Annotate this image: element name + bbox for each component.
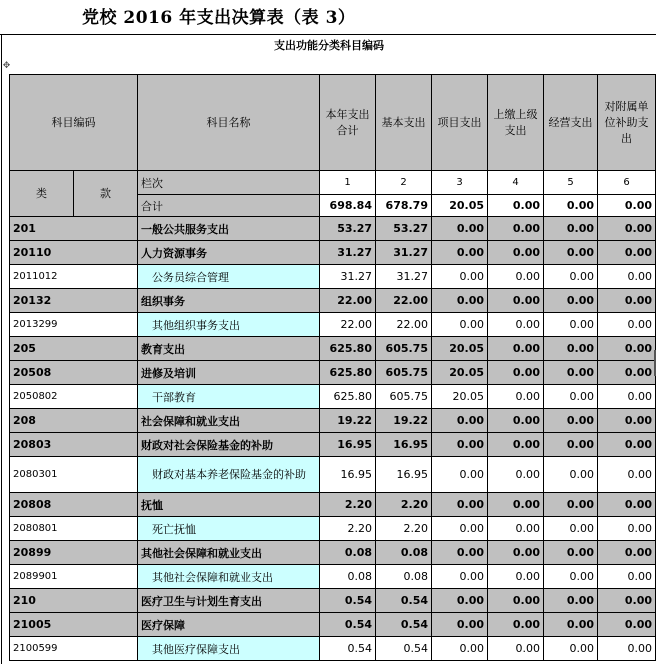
total-value: 678.79: [376, 195, 432, 217]
row-name: 一般公共服务支出: [138, 217, 320, 241]
row-name: 人力资源事务: [138, 241, 320, 265]
row-value: 16.95: [376, 457, 432, 493]
lei-header: 类: [10, 171, 74, 217]
row-value: 0.00: [598, 385, 656, 409]
kuan-header: 款: [74, 171, 138, 217]
lanci-label: 栏次: [138, 171, 320, 195]
row-value: 0.00: [598, 613, 656, 637]
table-row-category: [10, 589, 656, 613]
row-value: 0.00: [598, 409, 656, 433]
row-value: 0.54: [320, 637, 376, 661]
row-name: 干部教育: [138, 385, 320, 409]
row-value: 0.00: [544, 265, 598, 289]
row-name: 组织事务: [138, 289, 320, 313]
row-value: 0.00: [598, 493, 656, 517]
row-value: 0.00: [544, 517, 598, 541]
row-value: 53.27: [376, 217, 432, 241]
row-value: 16.95: [320, 457, 376, 493]
row-value: 0.00: [432, 409, 488, 433]
row-code: 20899: [10, 541, 138, 565]
total-value: 698.84: [320, 195, 376, 217]
row-code: 20132: [10, 289, 138, 313]
row-code: 201: [10, 217, 138, 241]
row-name: 医疗保障: [138, 613, 320, 637]
row-name: 抚恤: [138, 493, 320, 517]
row-name: 死亡抚恤: [138, 517, 320, 541]
row-name: 其他社会保障和就业支出: [138, 541, 320, 565]
row-value: 0.00: [432, 565, 488, 589]
row-value: 16.95: [320, 433, 376, 457]
row-name: 公务员综合管理: [138, 265, 320, 289]
row-value: 0.00: [544, 361, 598, 385]
row-value: 0.00: [488, 265, 544, 289]
row-code: 2089901: [10, 565, 138, 589]
row-value: 0.54: [376, 613, 432, 637]
row-value: 0.00: [598, 265, 656, 289]
row-code: 205: [10, 337, 138, 361]
row-value: 0.00: [432, 589, 488, 613]
table-row-category: [10, 337, 656, 361]
row-value: 0.00: [598, 517, 656, 541]
row-value: 0.00: [488, 217, 544, 241]
column-header: 项目支出: [432, 75, 488, 171]
code-column-header: 科目编码: [10, 75, 138, 171]
column-number: 1: [320, 171, 376, 195]
row-value: 0.00: [488, 589, 544, 613]
row-value: 0.00: [488, 385, 544, 409]
table-move-handle-icon[interactable]: ✥: [2, 61, 11, 71]
row-value: 0.00: [432, 265, 488, 289]
row-code: 2080301: [10, 457, 138, 493]
row-code: 2050802: [10, 385, 138, 409]
table-row-category: [10, 409, 656, 433]
row-value: 0.00: [544, 433, 598, 457]
row-value: 0.00: [488, 361, 544, 385]
row-value: 0.00: [432, 457, 488, 493]
row-value: 0.00: [598, 433, 656, 457]
table-row-category: [10, 361, 656, 385]
row-value: 2.20: [376, 517, 432, 541]
row-value: 0.00: [544, 289, 598, 313]
row-value: 0.00: [544, 457, 598, 493]
column-header: 上缴上级支出: [488, 75, 544, 171]
row-value: 0.00: [488, 409, 544, 433]
table-row-item: [10, 457, 656, 493]
total-value: 0.00: [544, 195, 598, 217]
column-header: 基本支出: [376, 75, 432, 171]
row-value: 0.00: [432, 493, 488, 517]
row-value: 0.00: [544, 337, 598, 361]
row-value: 0.00: [598, 457, 656, 493]
row-value: 31.27: [320, 241, 376, 265]
row-value: 0.54: [376, 637, 432, 661]
column-header: 经营支出: [544, 75, 598, 171]
row-value: 0.00: [544, 589, 598, 613]
row-value: 19.22: [376, 409, 432, 433]
row-value: 0.08: [376, 565, 432, 589]
row-value: 2.20: [320, 493, 376, 517]
row-value: 31.27: [376, 265, 432, 289]
row-name: 其他医疗保障支出: [138, 637, 320, 661]
row-value: 0.00: [488, 493, 544, 517]
total-label: 合计: [138, 195, 320, 217]
column-number: 6: [598, 171, 656, 195]
row-code: 2080801: [10, 517, 138, 541]
row-code: 210: [10, 589, 138, 613]
row-value: 0.00: [488, 517, 544, 541]
name-column-header: 科目名称: [138, 75, 320, 171]
column-number: 3: [432, 171, 488, 195]
row-value: 0.00: [544, 313, 598, 337]
row-value: 0.00: [488, 637, 544, 661]
table-row-item: [10, 517, 656, 541]
table-row-category: [10, 613, 656, 637]
row-value: 53.27: [320, 217, 376, 241]
table-row-item: [10, 637, 656, 661]
row-value: 0.00: [488, 565, 544, 589]
row-value: 0.00: [432, 241, 488, 265]
row-value: 0.54: [376, 589, 432, 613]
total-value: 20.05: [432, 195, 488, 217]
row-value: 0.00: [432, 637, 488, 661]
row-value: 0.00: [488, 613, 544, 637]
row-value: 0.00: [598, 589, 656, 613]
row-value: 20.05: [432, 361, 488, 385]
row-value: 0.00: [598, 313, 656, 337]
row-value: 0.00: [432, 313, 488, 337]
column-header: 对附属单位补助支出: [598, 75, 656, 171]
table-row-category: [10, 541, 656, 565]
row-value: 0.00: [598, 217, 656, 241]
row-value: 605.75: [376, 361, 432, 385]
row-value: 0.00: [598, 361, 656, 385]
row-value: 0.00: [544, 217, 598, 241]
row-value: 0.00: [544, 637, 598, 661]
row-value: 0.08: [376, 541, 432, 565]
row-name: 财政对社会保险基金的补助: [138, 433, 320, 457]
row-value: 16.95: [376, 433, 432, 457]
row-value: 0.00: [544, 493, 598, 517]
row-name: 社会保障和就业支出: [138, 409, 320, 433]
row-value: 0.00: [488, 541, 544, 565]
row-value: 0.00: [488, 313, 544, 337]
column-number: 4: [488, 171, 544, 195]
row-value: 20.05: [432, 385, 488, 409]
table-row-category: [10, 493, 656, 517]
row-code: 20110: [10, 241, 138, 265]
row-value: 0.00: [488, 241, 544, 265]
table-row-item: [10, 313, 656, 337]
row-value: 605.75: [376, 337, 432, 361]
table-row-category: [10, 289, 656, 313]
row-value: 0.54: [320, 613, 376, 637]
row-value: 605.75: [376, 385, 432, 409]
row-value: 0.00: [544, 613, 598, 637]
row-value: 20.05: [432, 337, 488, 361]
row-code: 2011012: [10, 265, 138, 289]
row-value: 0.00: [598, 241, 656, 265]
row-code: 2100599: [10, 637, 138, 661]
row-value: 22.00: [320, 313, 376, 337]
row-code: 20808: [10, 493, 138, 517]
row-value: 0.08: [320, 565, 376, 589]
row-value: 0.00: [432, 541, 488, 565]
row-value: 0.00: [598, 337, 656, 361]
table-row-item: [10, 265, 656, 289]
row-value: 0.00: [432, 217, 488, 241]
table-row-category: [10, 433, 656, 457]
row-value: 31.27: [320, 265, 376, 289]
row-code: 21005: [10, 613, 138, 637]
row-value: 2.20: [320, 517, 376, 541]
column-number: 2: [376, 171, 432, 195]
row-value: 0.00: [544, 409, 598, 433]
row-value: 0.00: [432, 517, 488, 541]
row-value: 0.00: [544, 385, 598, 409]
header-row: [10, 75, 656, 171]
row-value: 0.00: [488, 433, 544, 457]
row-value: 22.00: [376, 313, 432, 337]
row-name: 其他组织事务支出: [138, 313, 320, 337]
row-value: 0.00: [598, 289, 656, 313]
total-value: 0.00: [488, 195, 544, 217]
row-value: 625.80: [320, 361, 376, 385]
row-code: 20803: [10, 433, 138, 457]
row-code: 20508: [10, 361, 138, 385]
table-row-category: [10, 241, 656, 265]
row-value: 31.27: [376, 241, 432, 265]
row-value: 0.08: [320, 541, 376, 565]
total-value: 0.00: [598, 195, 656, 217]
row-code: 208: [10, 409, 138, 433]
document-title: 党校 2016 年支出决算表（表 3）: [82, 8, 356, 28]
row-name: 教育支出: [138, 337, 320, 361]
row-value: 625.80: [320, 337, 376, 361]
row-value: 0.00: [544, 565, 598, 589]
row-value: 0.00: [432, 433, 488, 457]
row-value: 2.20: [376, 493, 432, 517]
row-name: 医疗卫生与计划生育支出: [138, 589, 320, 613]
row-value: 22.00: [376, 289, 432, 313]
column-number: 5: [544, 171, 598, 195]
row-value: 0.00: [598, 565, 656, 589]
row-value: 0.54: [320, 589, 376, 613]
row-name: 其他社会保障和就业支出: [138, 565, 320, 589]
table-row-category: [10, 217, 656, 241]
row-value: 19.22: [320, 409, 376, 433]
row-value: 0.00: [432, 289, 488, 313]
row-value: 0.00: [432, 613, 488, 637]
row-name: 财政对基本养老保险基金的补助: [138, 457, 320, 493]
column-header: 本年支出合计: [320, 75, 376, 171]
expenditure-table: [9, 74, 656, 661]
table-caption: 支出功能分类科目编码: [274, 39, 384, 52]
row-value: 0.00: [488, 457, 544, 493]
row-value: 0.00: [598, 541, 656, 565]
row-name: 进修及培训: [138, 361, 320, 385]
row-value: 0.00: [544, 541, 598, 565]
column-number-row: [10, 171, 656, 195]
row-value: 625.80: [320, 385, 376, 409]
table-row-item: [10, 565, 656, 589]
table-row-item: [10, 385, 656, 409]
row-value: 0.00: [598, 637, 656, 661]
row-value: 0.00: [544, 241, 598, 265]
row-value: 0.00: [488, 289, 544, 313]
row-value: 22.00: [320, 289, 376, 313]
frame-left-border: [1, 34, 2, 664]
row-code: 2013299: [10, 313, 138, 337]
row-value: 0.00: [488, 337, 544, 361]
